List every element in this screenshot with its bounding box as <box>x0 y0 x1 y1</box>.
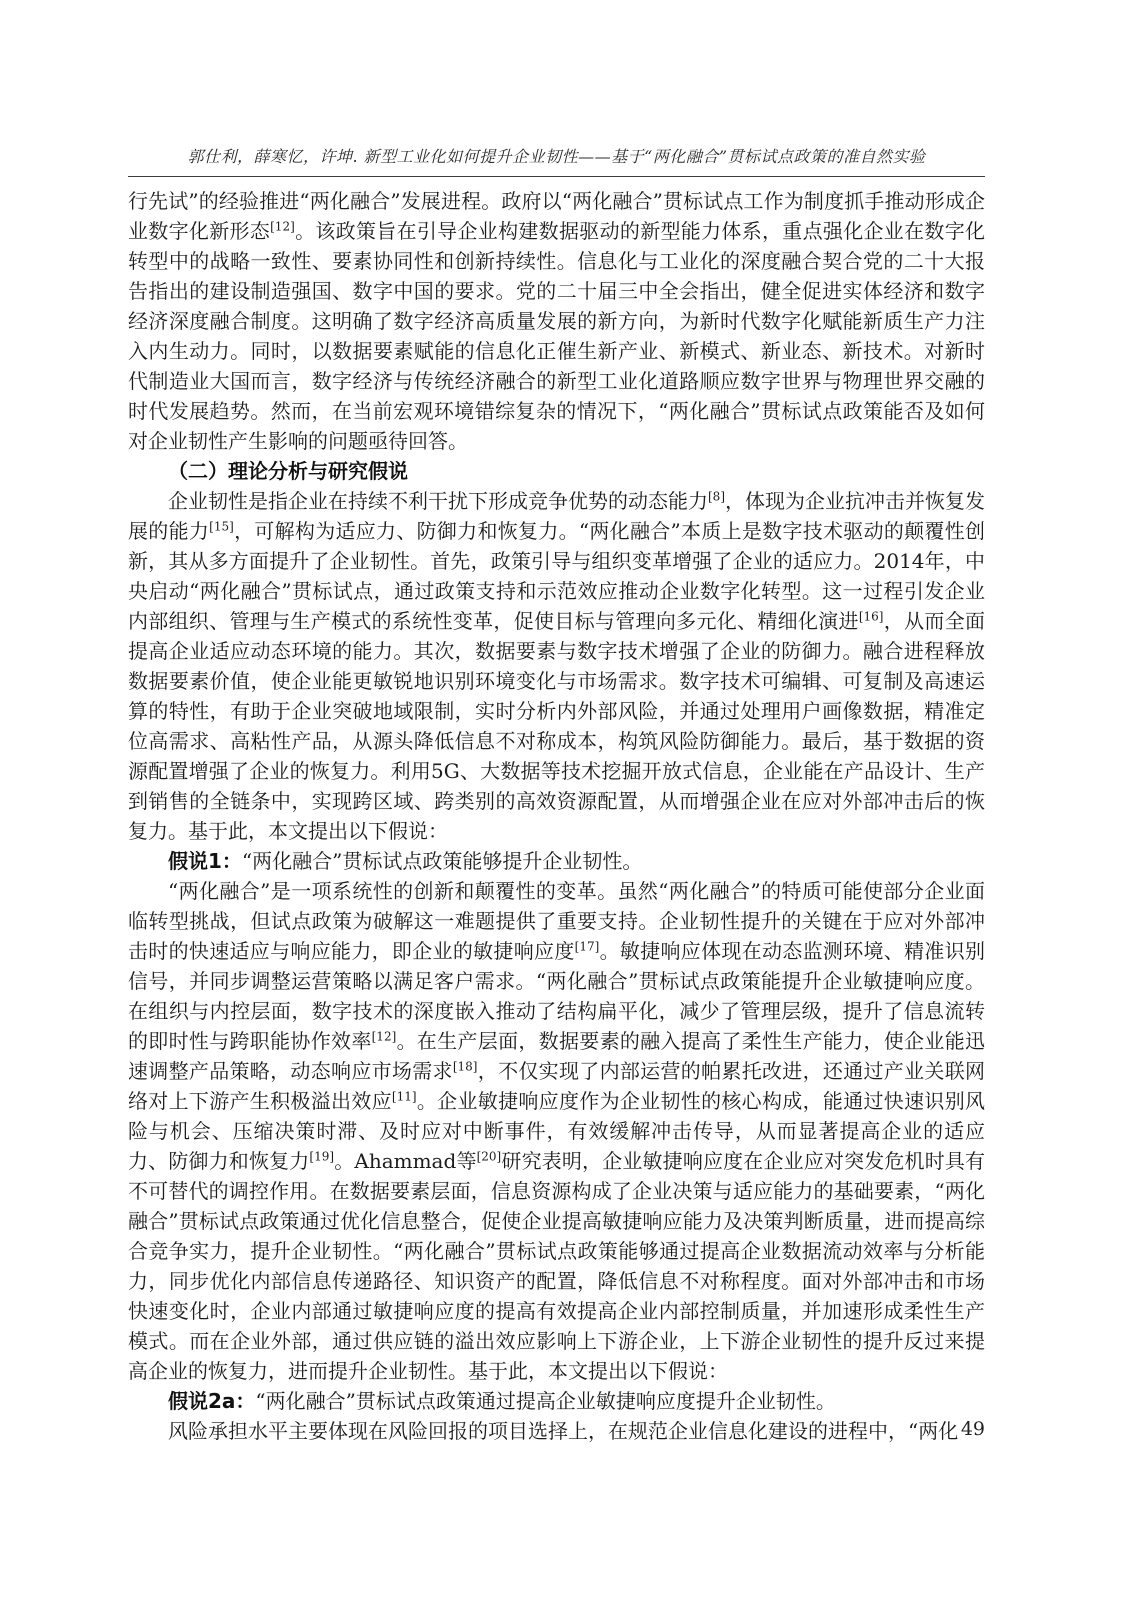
citation-ref: [16] <box>858 609 884 624</box>
running-header <box>128 144 985 177</box>
paragraph-agile-response: “两化融合”是一项系统性的创新和颠覆性的变革。虽然“两化融合”的特质可能使部分企业面临转型挑战，但试点政策为破解这一难题提供了重要支持。企业韧性提升的关键在于应对外部冲击时的快速适应与响应能力，即企业的敏捷响应度[17]。敏捷响应体现在动态监测环境、精准识别信号，并同步调整运营策略以满足客户需求。“两化融合”贯标试点政策能提升企业敏捷响应度。在组织与内控层面，数字技术的深度嵌入推动了结构扁平化，减少了管理层级，提升了信息流转的即时性与跨职能协作效率[12]。在生产层面，数据要素的融入提高了柔性生产能力，使企业能迅速调整产品策略，动态响应市场需求[18]，不仅实现了内部运营的帕累托改进，还通过产业关联网络对上下游产生积极溢出效应[11]。企业敏捷响应度作为企业韧性的核心构成，能通过快速识别风险与机会、压缩决策时滞、及时应对中断事件，有效缓解冲击传导，从而显著提高企业的适应力、防御力和恢复力[19]。Ahammad等[20]研究表明，企业敏捷响应度在企业应对突发危机时具有不可替代的调控作用。在数据要素层面，信息资源构成了企业决策与适应能力的基础要素，“两化融合”贯标试点政策通过优化信息整合，促使企业提高敏捷响应能力及决策判断质量，进而提高综合竞争实力，提升企业韧性。“两化融合”贯标试点政策能够通过提高企业数据流动效率与分析能力，同步优化内部信息传递路径、知识资产的配置，降低信息不对称程度。面对外部冲击和市场快速变化时，企业内部通过敏捷响应度的提高有效提高企业内部控制质量，并加速形成柔性生产模式。而在企业外部，通过供应链的溢出效应影响上下游企业，上下游企业韧性的提升反过来提高企业的恢复力，进而提升企业韧性。基于此，本文提出以下假说： <box>128 879 986 1383</box>
paragraph-resilience-mechanism: 企业韧性是指企业在持续不利干扰下形成竞争优势的动态能力[8]，体现为企业抗冲击并恢复发展的能力[15]，可解构为适应力、防御力和恢复力。“两化融合”本质上是数字技术驱动的颠覆性创新，其从多方面提升了企业韧性。首先，政策引导与组织变革增强了企业的适应力。2014年，中央启动“两化融合”贯标试点，通过政策支持和示范效应推动企业数字化转型。这一过程引发企业内部组织、管理与生产模式的系统性变革，促使目标与管理向多元化、精细化演进[16]，从而全面提高企业适应动态环境的能力。其次，数据要素与数字技术增强了企业的防御力。融合进程释放数据要素价值，使企业能更敏锐地识别环境变化与市场需求。数字技术可编辑、可复制及高速运算的特性，有助于企业突破地域限制，实时分析内外部风险，并通过处理用户画像数据，精准定位高需求、高粘性产品，从源头降低信息不对称成本，构筑风险防御能力。最后，基于数据的资源配置增强了企业的恢复力。利用5G、大数据等技术挖掘开放式信息，企业能在产品设计、生产到销售的全链条中，实现跨区域、跨类别的高效资源配置，从而增强企业在应对外部冲击后的恢复力。基于此，本文提出以下假说： <box>128 489 986 843</box>
hypothesis-label: 假说2a： <box>168 1389 256 1413</box>
page-number: 49 <box>960 1418 985 1440</box>
citation-ref: [19] <box>309 1149 335 1164</box>
hypothesis-label: 假说1： <box>168 849 242 873</box>
paragraph-risk-taking: 风险承担水平主要体现在风险回报的项目选择上，在规范企业信息化建设的进程中，“两化 <box>168 1419 959 1443</box>
citation-ref: [12] <box>371 1029 397 1044</box>
citation-ref: [15] <box>209 519 234 534</box>
paragraph-continuation: 行先试”的经验推进“两化融合”发展进程。政府以“两化融合”贯标试点工作为制度抓手推动形成企业数字化新形态[12]。该政策旨在引导企业构建数据驱动的新型能力体系，重点强化企业在数字化转型中的战略一致性、要素协同性和创新持续性。信息化与工业化的深度融合契合党的二十大报告指出的建设制造强国、数字中国的要求。党的二十届三中全会指出，健全促进实体经济和数字经济深度融合制度。这明确了数字经济高质量发展的新方向，为新时代数字化赋能新质生产力注入内生动力。同时，以数据要素赋能的信息化正催生新产业、新模式、新业态、新技术。对新时代制造业大国而言，数字经济与传统经济融合的新型工业化道路顺应数字世界与物理世界交融的时代发展趋势。然而，在当前宏观环境错综复杂的情况下，“两化融合”贯标试点政策能否及如何对企业韧性产生影响的问题亟待回答。 <box>128 189 986 453</box>
citation-ref: [12] <box>270 219 295 234</box>
citation-ref: [17] <box>574 939 600 954</box>
hypothesis-2a: 假说2a：“两化融合”贯标试点政策通过提高企业敏捷响应度提升企业韧性。 <box>168 1389 836 1413</box>
running-header-text: 郭仕利，薛寒忆，许坤. 新型工业化如何提升企业韧性——基于“两化融合”贯标试点政策的准自然实验 <box>187 147 926 166</box>
citation-ref: [20] <box>476 1149 502 1164</box>
citation-ref: [8] <box>708 489 725 504</box>
citation-ref: [18] <box>452 1059 478 1074</box>
hypothesis-1: 假说1：“两化融合”贯标试点政策能够提升企业韧性。 <box>168 849 643 873</box>
citation-ref: [11] <box>391 1089 417 1104</box>
section-heading-theory: （二）理论分析与研究假说 <box>168 459 408 483</box>
article-body <box>128 186 985 1446</box>
